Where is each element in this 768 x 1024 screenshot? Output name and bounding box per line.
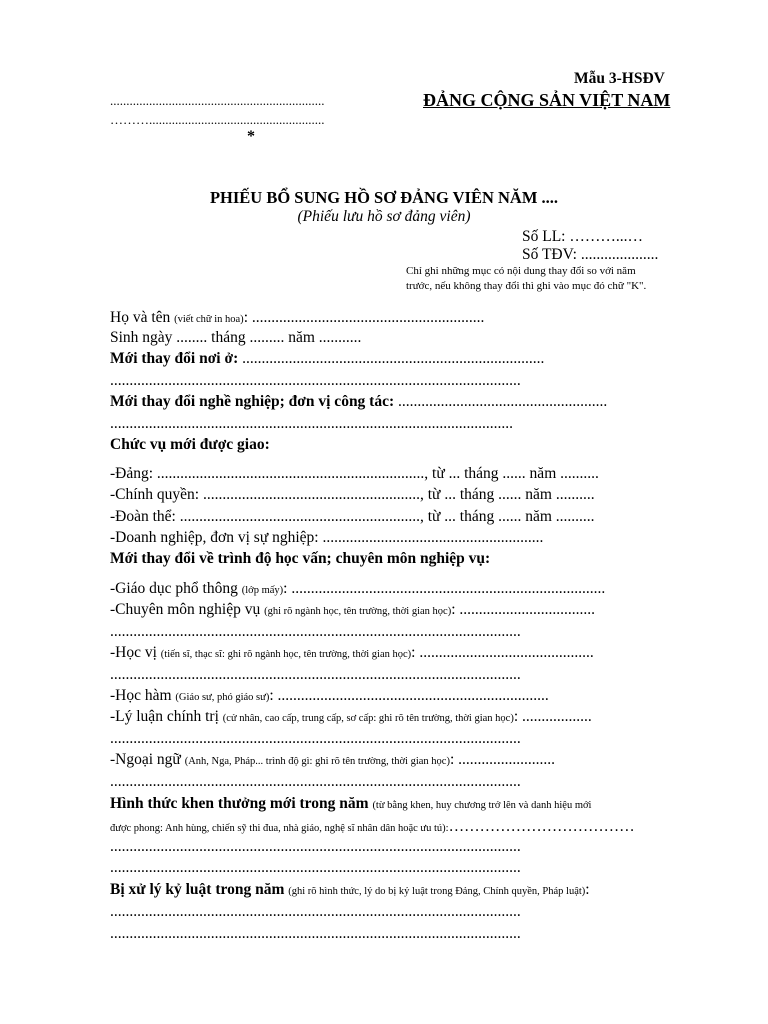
political-theory-hint: (cử nhân, cao cấp, trung cấp, sơ cấp: ghi rõ tên trường, thời gian học) xyxy=(222,713,514,724)
professional-label: -Chuyên môn nghiệp vụ xyxy=(110,601,261,618)
full-name-row xyxy=(110,309,484,327)
enterprise-position-row: -Doanh nghiệp, đơn vị sự nghiệp: ......................................................... xyxy=(110,529,544,546)
party-name: ĐẢNG CỘNG SẢN VIỆT NAM xyxy=(423,90,671,110)
degree-row xyxy=(110,644,594,662)
discipline-hint: (ghi rõ hình thức, lý do bị kỷ luật trong Đảng, Chính quyền, Pháp luật) xyxy=(288,886,586,897)
birth-date-row: Sinh ngày ........ tháng ......... năm ........... xyxy=(110,329,362,346)
foreign-language-dots: : ......................... xyxy=(449,751,556,768)
degree-line-2: .......................................................................................................... xyxy=(110,666,521,683)
general-education-dots: : ................................................................................. xyxy=(283,580,606,597)
form-code: Mẫu 3-HSĐV xyxy=(574,70,665,87)
so-tdv: Số TĐV: .................... xyxy=(522,246,659,263)
form-subtitle: (Phiếu lưu hồ sơ đảng viên) xyxy=(297,208,471,225)
professional-dots: : ................................... xyxy=(451,601,596,618)
degree-dots: : ............................................. xyxy=(411,644,594,661)
education-heading: Mới thay đổi về trình độ học vấn; chuyên môn nghiệp vụ: xyxy=(110,550,491,567)
note-line-2: trước, nếu không thay đổi thì ghi vào mục đó chữ "K". xyxy=(406,280,647,292)
occupation-dots: ...................................................... xyxy=(394,393,608,410)
professional-hint: (ghi rõ ngành học, tên trường, thời gian học) xyxy=(264,606,452,617)
foreign-language-row xyxy=(110,751,555,769)
discipline-label: Bị xử lý kỷ luật trong năm xyxy=(110,881,285,898)
general-education-label: -Giáo dục phổ thông xyxy=(110,580,238,597)
awards-hint-2: được phong: Anh hùng, chiến sỹ thi đua, nhà giáo, nghệ sĩ nhân dân hoặc ưu tú): xyxy=(110,823,449,834)
political-theory-line-2: .......................................................................................................... xyxy=(110,730,521,747)
residence-dots: .............................................................................. xyxy=(238,350,545,367)
party-position-row: -Đảng: ....................................................................., từ ... tháng ...... năm .......... xyxy=(110,465,599,482)
academic-title-label: -Học hàm xyxy=(110,687,172,704)
degree-label: -Học vị xyxy=(110,644,157,661)
academic-title-hint: (Giáo sư, phó giáo sư) xyxy=(175,692,270,703)
occupation-label: Mới thay đổi nghề nghiệp; đơn vị công tác: xyxy=(110,393,395,410)
academic-title-dots: : ...................................................................... xyxy=(269,687,549,704)
full-name-label: Họ và tên xyxy=(110,309,171,326)
professional-line-2: .......................................................................................................... xyxy=(110,623,521,640)
residence-row xyxy=(110,350,544,368)
foreign-language-label: -Ngoại ngữ xyxy=(110,751,181,768)
discipline-line-3: .......................................................................................................... xyxy=(110,925,521,942)
star-mark: * xyxy=(247,128,255,145)
government-position-row: -Chính quyền: ........................................................, từ ... tháng ...... năm .......... xyxy=(110,486,595,503)
political-theory-label: -Lý luận chính trị xyxy=(110,708,219,725)
degree-hint: (tiến sĩ, thạc sĩ: ghi rõ ngành học, tên trường, thời gian học) xyxy=(160,649,412,660)
awards-hint-1: (từ bằng khen, huy chương trở lên và danh hiệu mới xyxy=(372,800,592,811)
form-title: PHIẾU BỔ SUNG HỒ SƠ ĐẢNG VIÊN NĂM .... xyxy=(209,188,559,207)
professional-row xyxy=(110,601,595,619)
discipline-colon: : xyxy=(585,881,590,898)
occupation-line-2: ........................................................................................................ xyxy=(110,415,513,432)
so-ll: Số LL: ………...… xyxy=(522,228,643,245)
political-theory-row xyxy=(110,708,592,726)
note-line-1: Chỉ ghi những mục có nội dung thay đổi so với năm xyxy=(406,265,636,277)
awards-line-2: .......................................................................................................... xyxy=(110,838,521,855)
discipline-row xyxy=(110,881,590,899)
full-name-hint: (viết chữ in hoa) xyxy=(174,314,244,325)
full-name-dots: : ............................................................ xyxy=(243,309,485,326)
academic-title-row xyxy=(110,687,549,705)
awards-dots: ……………………………… xyxy=(448,818,635,835)
foreign-language-line-2: .......................................................................................................... xyxy=(110,773,521,790)
org-line-1: .................................................................. xyxy=(110,93,325,108)
org-line-2: ………...................................................... xyxy=(110,112,325,127)
general-education-row xyxy=(110,580,605,598)
union-position-row: -Đoàn thể: .............................................................., từ ... tháng ...... năm .......... xyxy=(110,508,595,525)
occupation-row xyxy=(110,393,607,411)
foreign-language-hint: (Anh, Nga, Pháp... trình độ gì: ghi rõ tên trường, thời gian học) xyxy=(184,756,450,767)
new-position-heading: Chức vụ mới được giao: xyxy=(110,436,270,453)
awards-row xyxy=(110,795,591,813)
discipline-line-2: .......................................................................................................... xyxy=(110,903,521,920)
awards-label: Hình thức khen thưởng mới trong năm xyxy=(110,795,369,812)
residence-label: Mới thay đổi nơi ở: xyxy=(110,350,239,367)
awards-line-3: .......................................................................................................... xyxy=(110,859,521,876)
awards-row-2 xyxy=(110,818,635,836)
general-education-hint: (lớp mấy) xyxy=(241,585,284,596)
residence-line-2: .......................................................................................................... xyxy=(110,372,521,389)
political-theory-dots: : .................. xyxy=(513,708,592,725)
